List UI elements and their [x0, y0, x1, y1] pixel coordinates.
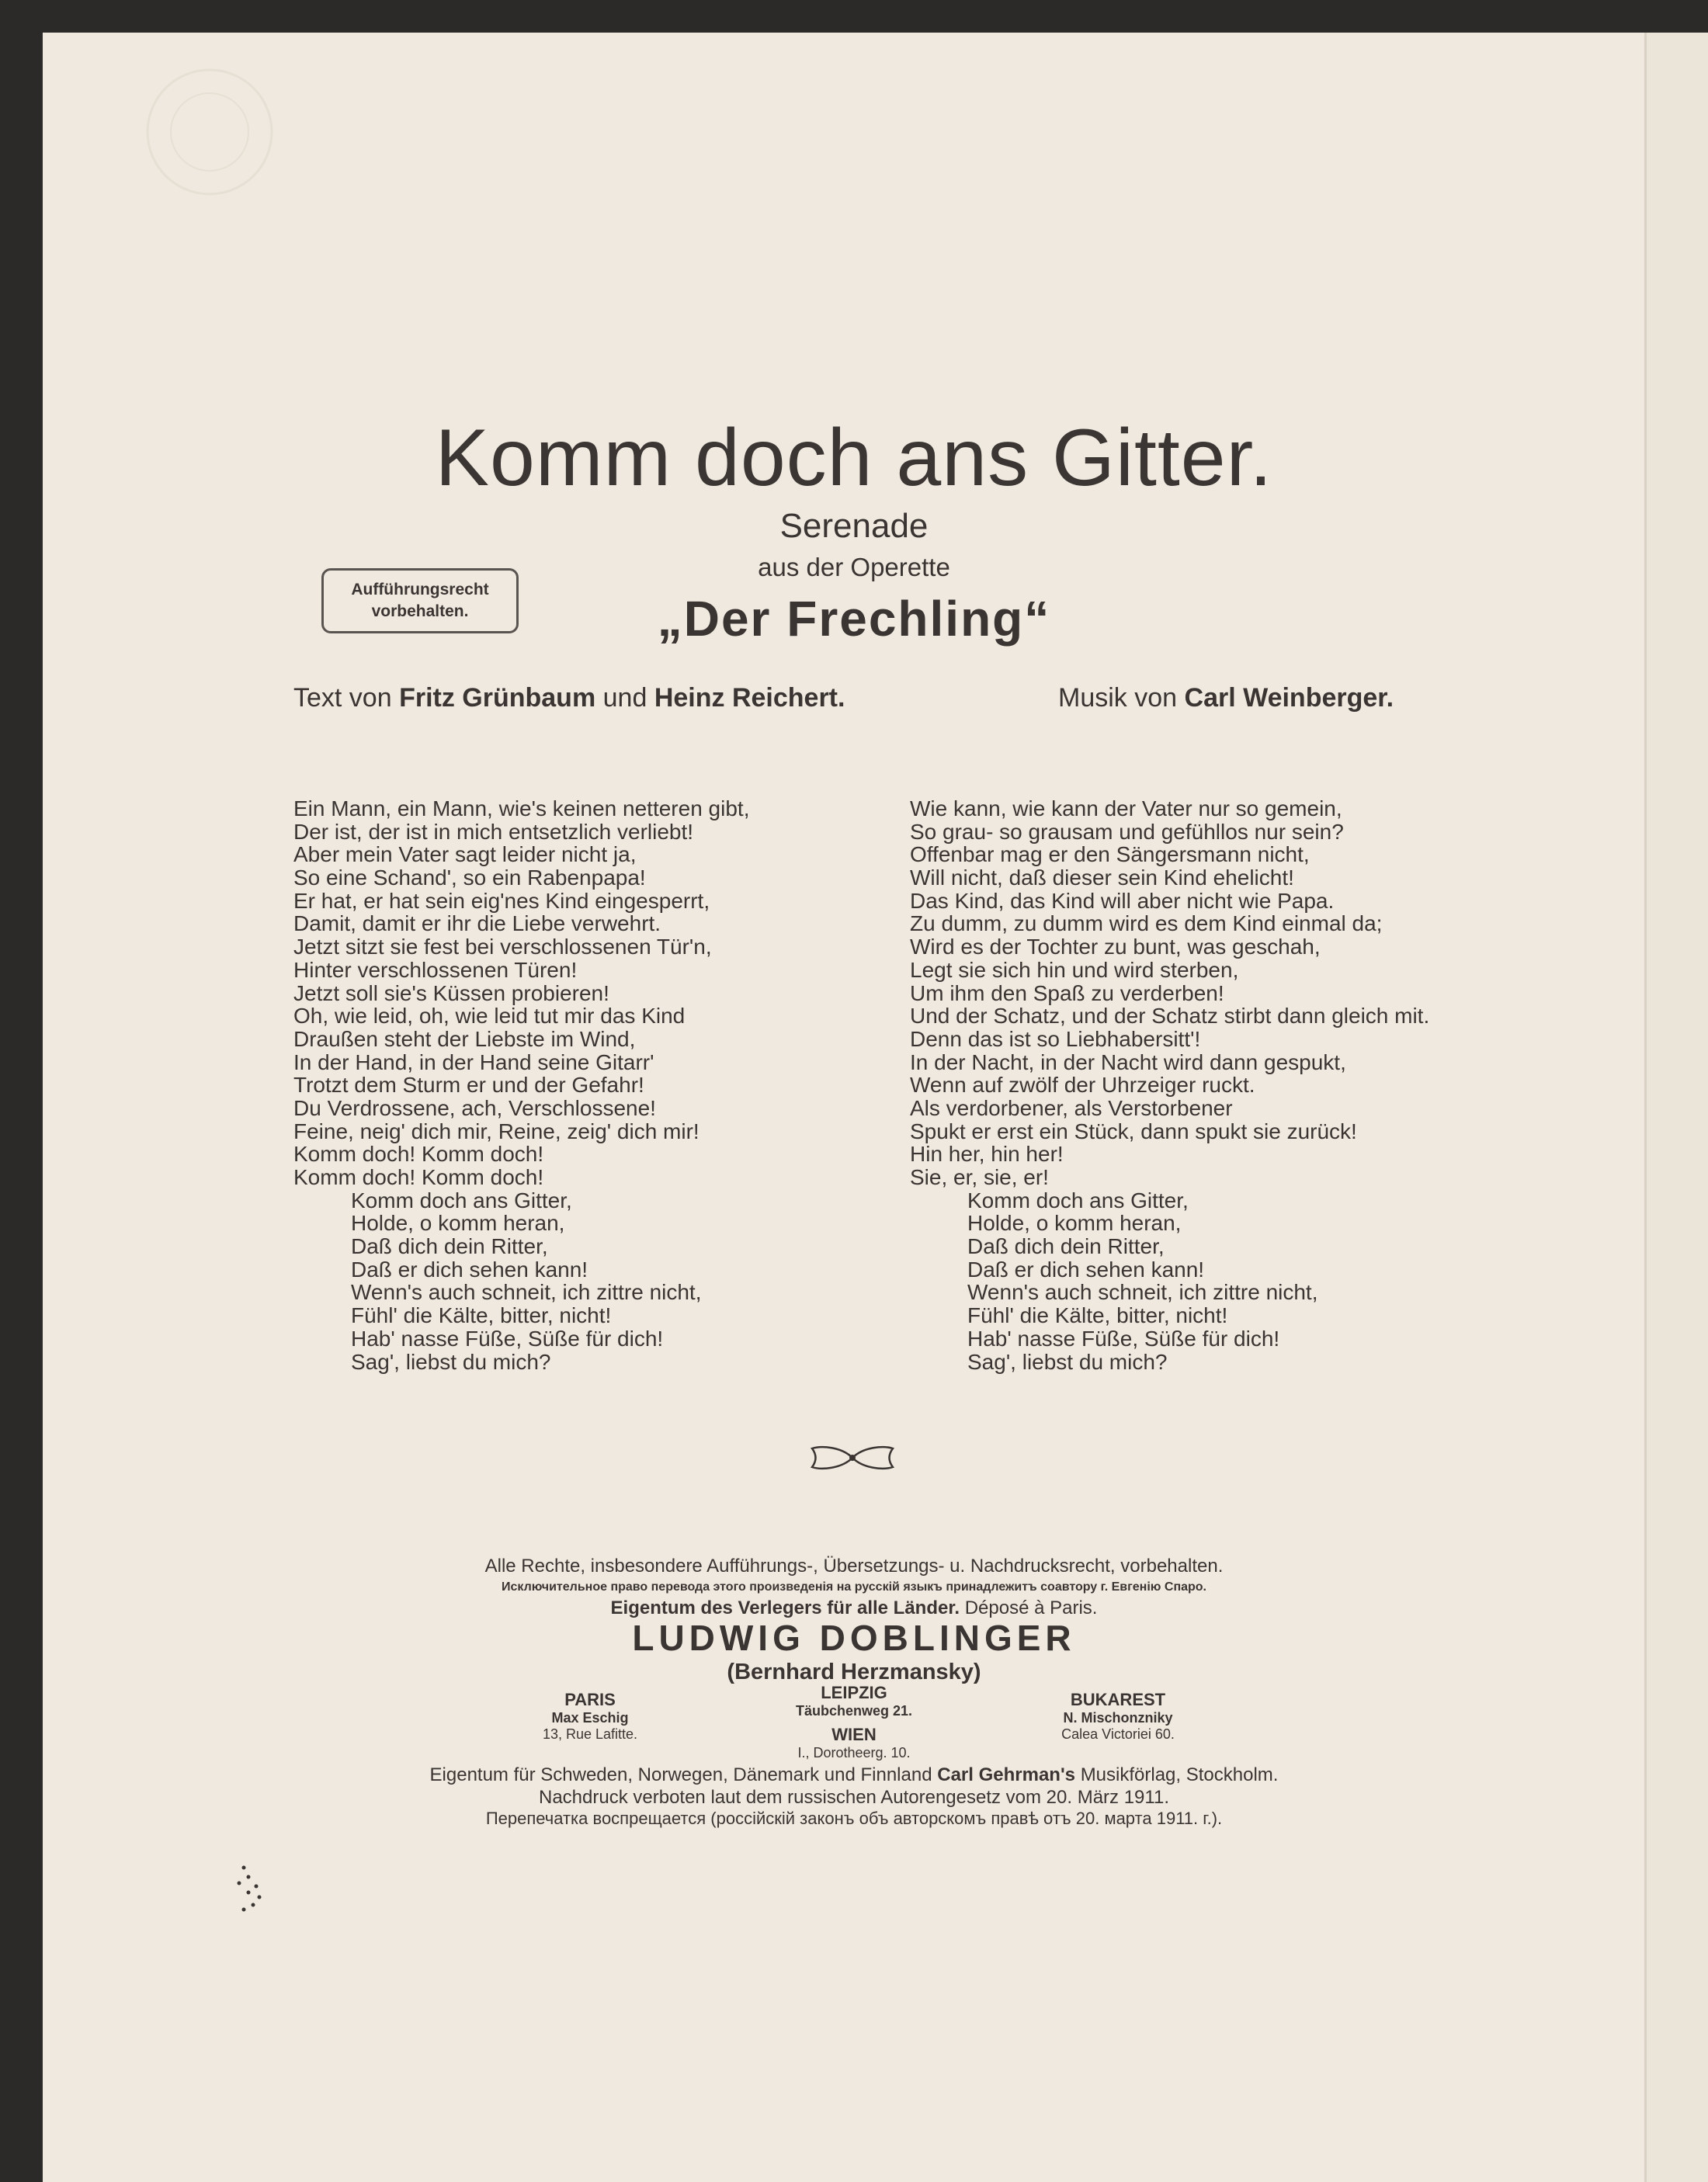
bukarest-firm: N. Mischonzniky: [1063, 1710, 1173, 1726]
operetta-title: „Der Frechling“: [657, 591, 1051, 647]
bow-ornament-icon: [809, 1444, 896, 1472]
branch-bukarest: [1033, 1690, 1203, 1743]
lyric-line: Denn das ist so Liebhabersitt'!: [910, 1026, 1201, 1051]
branch-paris: [512, 1690, 668, 1743]
lyric-line: Aber mein Vater sagt leider nicht ja,: [293, 842, 637, 867]
lyric-line: Du Verdrossene, ach, Verschlossene!: [293, 1095, 656, 1120]
lyric-line: Hinter verschlossenen Türen!: [293, 957, 578, 982]
wien-city: WIEN: [831, 1725, 877, 1744]
lyric-line: Als verdorbener, als Verstorbener: [910, 1095, 1233, 1120]
refrain-line: Komm doch ans Gitter,: [967, 1188, 1189, 1212]
publisher-subtitle: (Bernhard Herzmansky): [727, 1660, 981, 1684]
lyric-line: Oh, wie leid, oh, wie leid tut mir das Kind: [293, 1004, 686, 1029]
refrain-line: Daß dich dein Ritter,: [351, 1234, 548, 1259]
lyric-line: Zu dumm, zu dumm wird es dem Kind einmal da;: [910, 911, 1383, 936]
refrain-line: Daß er dich sehen kann!: [967, 1257, 1205, 1282]
property-bold: Eigentum des Verlegers für alle Länder.: [610, 1597, 960, 1618]
stamp-line-1: Aufführungsrecht: [351, 581, 489, 598]
author-2: Heinz Reichert.: [654, 683, 845, 713]
reprint-notice: Nachdruck verboten laut dem russischen Autorengesetz vom 20. März 1911.: [539, 1787, 1169, 1808]
paris-address: 13, Rue Lafitte.: [542, 1726, 638, 1742]
source-line: aus der Operette: [758, 553, 950, 581]
song-title: Komm doch ans Gitter.: [435, 413, 1273, 503]
performance-rights-stamp: [321, 568, 519, 633]
lyric-line: Der ist, der ist in mich entsetzlich verliebt!: [293, 819, 694, 844]
lyric-line: Damit, damit er ihr die Liebe verwehrt.: [293, 911, 661, 936]
lyric-line: Jetzt sitzt sie fest bei verschlossenen Tür'n,: [293, 935, 712, 959]
refrain-line: Holde, o komm heran,: [351, 1211, 565, 1236]
lyric-line: In der Hand, in der Hand seine Gitarr': [293, 1049, 654, 1074]
lyric-line: Sie, er, sie, er!: [910, 1165, 1049, 1189]
publisher-name: LUDWIG DOBLINGER: [632, 1618, 1076, 1658]
text-label: Text von: [293, 683, 392, 713]
author-1: Fritz Grünbaum: [399, 683, 596, 713]
perforation-dots: [233, 1863, 272, 1925]
scandinavia-post: Musikförlag, Stockholm.: [1080, 1764, 1279, 1785]
lyric-line: Hin her, hin her!: [910, 1142, 1064, 1167]
refrain-line: Wenn's auch schneit, ich zittre nicht,: [351, 1280, 702, 1305]
stamp-line-2: vorbehalten.: [371, 602, 469, 620]
lyricist-credit: [293, 683, 845, 713]
leipzig-address: Täubchenweg 21.: [795, 1703, 913, 1719]
lyric-line: Will nicht, daß dieser sein Kind ehelicht!: [910, 866, 1294, 890]
lyric-line: Ein Mann, ein Mann, wie's keinen netteren gibt,: [293, 796, 750, 820]
lyric-line: Komm doch! Komm doch!: [293, 1165, 544, 1189]
lyric-line: Komm doch! Komm doch!: [293, 1142, 544, 1167]
lyric-line: Wenn auf zwölf der Uhrzeiger ruckt.: [910, 1073, 1255, 1098]
and-label: und: [602, 683, 647, 713]
depose-text: Déposé à Paris.: [964, 1597, 1098, 1618]
lyric-line: Und der Schatz, und der Schatz stirbt dann gleich mit.: [910, 1004, 1430, 1029]
russian-rights-notice: Исключительное право перевода этого произведенія на русскій языкъ принадлежитъ соавтору г. Евгенію Спаро.: [501, 1580, 1206, 1594]
lyric-line: Um ihm den Spaß zu verderben!: [910, 980, 1224, 1005]
bukarest-city: BUKAREST: [1070, 1690, 1166, 1709]
lyric-line: Das Kind, das Kind will aber nicht wie Papa.: [910, 888, 1335, 913]
lyric-line: Wie kann, wie kann der Vater nur so gemein,: [910, 796, 1342, 820]
refrain-line: Daß dich dein Ritter,: [967, 1234, 1165, 1259]
refrain-line: Fühl' die Kälte, bitter, nicht!: [351, 1303, 612, 1328]
branch-wien: [776, 1725, 932, 1761]
paris-city: PARIS: [564, 1690, 616, 1709]
lyrics-verse-2: [910, 797, 1429, 1373]
composer: Carl Weinberger.: [1184, 683, 1394, 713]
leipzig-city: LEIPZIG: [821, 1683, 887, 1702]
lyric-line: Er hat, er hat sein eig'nes Kind eingesperrt,: [293, 888, 710, 913]
lyric-line: Feine, neig' dich mir, Reine, zeig' dich mir!: [293, 1119, 700, 1143]
scandinavia-pre: Eigentum für Schweden, Norwegen, Dänemark und Finnland: [429, 1764, 932, 1785]
rights-notice: Alle Rechte, insbesondere Aufführungs-, Übersetzungs- u. Nachdrucksrecht, vorbehalten.: [484, 1556, 1224, 1577]
composer-credit: [1058, 683, 1394, 713]
lyric-line: So grau- so grausam und gefühllos nur sein?: [910, 819, 1344, 844]
reprint-notice-russian: Перепечатка воспрещается (россійскій законъ объ авторскомъ правѣ отъ 20. марта 1911. г.).: [485, 1809, 1223, 1828]
song-subtitle: Serenade: [779, 507, 929, 545]
adjacent-page-edge: [1644, 33, 1708, 2182]
paris-firm: Max Eschig: [551, 1710, 629, 1726]
property-notice: [0, 1597, 1708, 1619]
bleed-through-ornament: [109, 47, 311, 233]
bukarest-address: Calea Victoriei 60.: [1061, 1726, 1175, 1742]
lyric-line: Offenbar mag er den Sängersmann nicht,: [910, 842, 1310, 867]
refrain-line: Holde, o komm heran,: [967, 1211, 1182, 1236]
lyric-line: Wird es der Tochter zu bunt, was geschah,: [910, 935, 1321, 959]
lyric-line: Trotzt dem Sturm er und der Gefahr!: [293, 1073, 644, 1098]
lyric-line: Jetzt soll sie's Küssen probieren!: [293, 980, 609, 1005]
refrain-line: Sag', liebst du mich?: [967, 1349, 1168, 1374]
refrain-line: Hab' nasse Füße, Süße für dich!: [351, 1326, 664, 1351]
scandinavia-firm: Carl Gehrman's: [937, 1764, 1076, 1785]
music-label: Musik von: [1058, 683, 1178, 713]
lyric-line: In der Nacht, in der Nacht wird dann gespukt,: [910, 1049, 1346, 1074]
lyric-line: Spukt er erst ein Stück, dann spukt sie zurück!: [910, 1119, 1357, 1143]
refrain-line: Daß er dich sehen kann!: [351, 1257, 588, 1282]
refrain-line: Sag', liebst du mich?: [351, 1349, 551, 1374]
refrain-line: Fühl' die Kälte, bitter, nicht!: [967, 1303, 1228, 1328]
lyric-line: Draußen steht der Liebste im Wind,: [293, 1026, 636, 1051]
refrain-line: Wenn's auch schneit, ich zittre nicht,: [967, 1280, 1318, 1305]
lyric-line: Legt sie sich hin und wird sterben,: [910, 957, 1239, 982]
refrain-line: Komm doch ans Gitter,: [351, 1188, 572, 1212]
wien-address: I., Dorotheerg. 10.: [797, 1745, 911, 1761]
branch-leipzig: [776, 1683, 932, 1719]
lyrics-verse-1: [293, 797, 749, 1373]
refrain-line: Hab' nasse Füße, Süße für dich!: [967, 1326, 1280, 1351]
lyric-line: So eine Schand', so ein Rabenpapa!: [293, 866, 646, 890]
scandinavia-notice: [0, 1764, 1708, 1786]
